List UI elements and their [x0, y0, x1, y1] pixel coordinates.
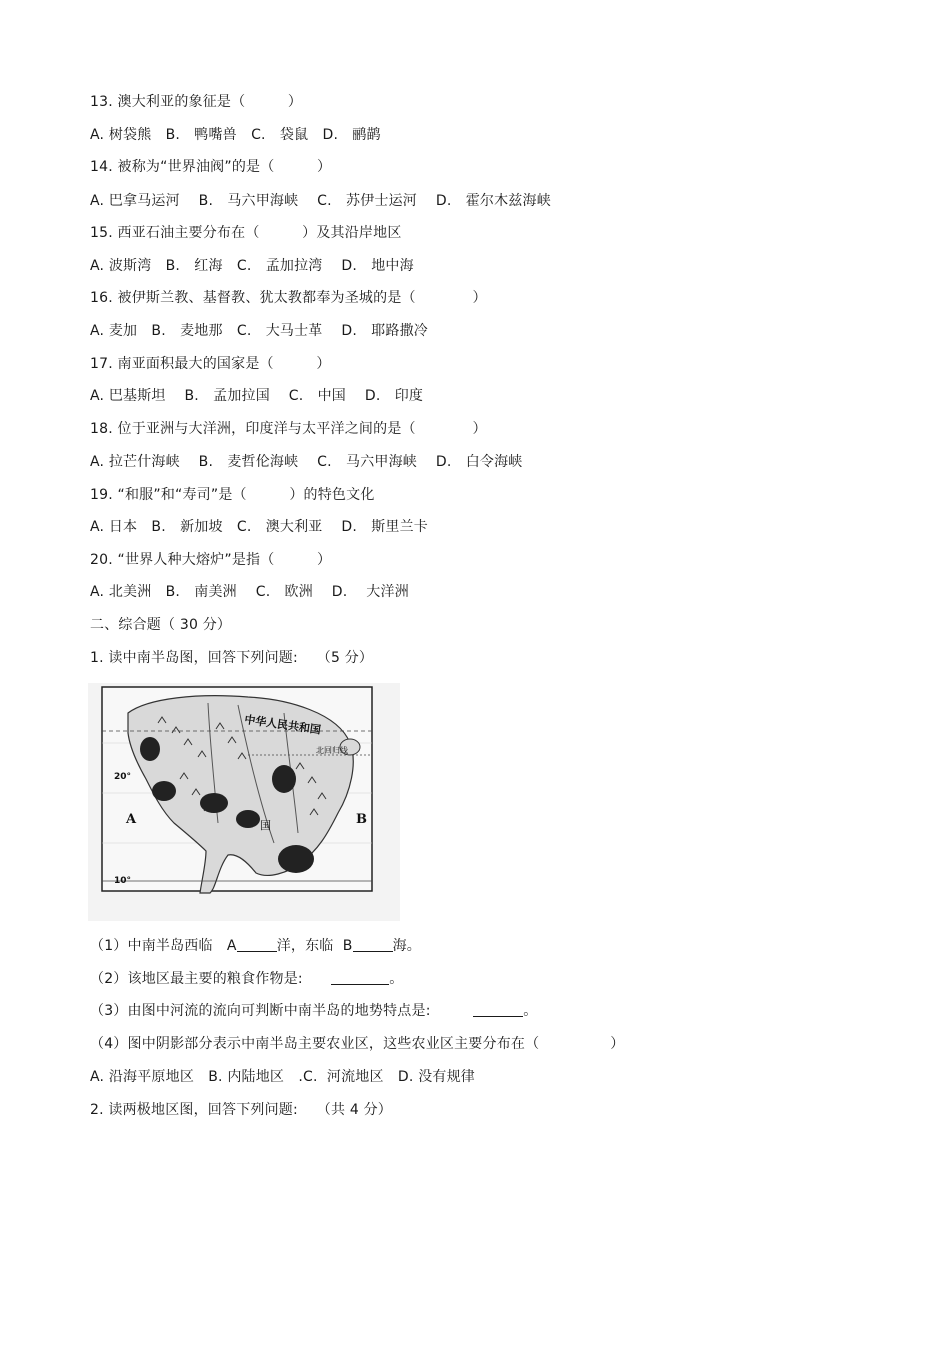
question-16-stem: 16. 被伊斯兰教、基督教、犹太教都奉为圣城的是（ ）	[90, 290, 487, 306]
question-17-stem: 17. 南亚面积最大的国家是（ ）	[90, 356, 331, 372]
map-label-tropic: 北回归线	[316, 746, 348, 755]
question-13-options: A. 树袋熊 B. 鸭嘴兽 C. 袋鼠 D. 鹂鹋	[90, 127, 381, 143]
question-20-options: A. 北美洲 B. 南美洲 C. 欧洲 D. 大洋洲	[90, 584, 409, 600]
comprehensive-q1-stem: 1. 读中南半岛图，回答下列问题: （5 分）	[90, 650, 374, 666]
blank-crop[interactable]	[331, 970, 389, 985]
sub-question-1	[90, 937, 421, 955]
question-13-stem: 13. 澳大利亚的象征是（ ）	[90, 94, 303, 110]
question-18-options: A. 拉芒什海峡 B. 麦哲伦海峡 C. 马六甲海峡 D. 白令海峡	[90, 454, 523, 470]
question-19-options: A. 日本 B. 新加坡 C. 澳大利亚 D. 斯里兰卡	[90, 519, 428, 535]
question-15-stem: 15. 西亚石油主要分布在（ ）及其沿岸地区	[90, 225, 402, 241]
sub3-text-a: （3）由图中河流的流向可判断中南半岛的地势特点是:	[90, 1003, 474, 1019]
indochina-map	[88, 683, 400, 921]
blank-terrain[interactable]	[473, 1002, 523, 1017]
sub-question-4-options: A. 沿海平原地区 B. 内陆地区 .C. 河流地区 D. 没有规律	[90, 1069, 475, 1085]
sub2-text-a: （2）该地区最主要的粮食作物是:	[90, 971, 332, 987]
sub1-text-c: 海。	[392, 938, 421, 954]
question-19-stem: 19. “和服”和“寿司”是（ ）的特色文化	[90, 487, 375, 503]
sub-question-2	[90, 970, 403, 988]
comprehensive-q2-stem: 2. 读两极地区图，回答下列问题: （共 4 分）	[90, 1102, 392, 1118]
map-label-china: 中华人民共和国	[243, 713, 322, 737]
sub-question-3	[90, 1002, 537, 1020]
map-label-a: A	[126, 812, 137, 827]
question-14-options: A. 巴拿马运河 B. 马六甲海峡 C. 苏伊士运河 D. 霍尔木兹海峡	[90, 193, 551, 209]
sub1-text-a: （1）中南半岛西临 A	[90, 938, 237, 954]
question-14-stem: 14. 被称为“世界油阀”的是（ ）	[90, 159, 332, 175]
question-18-stem: 18. 位于亚洲与大洋洲，印度洋与太平洋之间的是（ ）	[90, 421, 487, 437]
sub2-text-b: 。	[389, 971, 404, 987]
question-20-stem: 20. “世界人种大熔炉”是指（ ）	[90, 552, 332, 568]
question-16-options: A. 麦加 B. 麦地那 C. 大马士革 D. 耶路撒冷	[90, 323, 428, 339]
map-label-10deg: 10°	[114, 876, 132, 886]
section-2-title: 二、综合题（ 30 分）	[90, 617, 232, 633]
question-17-options: A. 巴基斯坦 B. 孟加拉国 C. 中国 D. 印度	[90, 388, 424, 404]
map-label-b: B	[356, 812, 367, 827]
sub-question-4: （4）图中阴影部分表示中南半岛主要农业区，这些农业区主要分布在（ ）	[90, 1036, 625, 1052]
sub3-text-b: 。	[523, 1003, 538, 1019]
map-label-guo: 国	[260, 819, 271, 832]
map-label-20deg: 20°	[114, 772, 132, 782]
blank-a[interactable]	[237, 937, 277, 952]
question-15-options: A. 波斯湾 B. 红海 C. 孟加拉湾 D. 地中海	[90, 258, 414, 274]
blank-b[interactable]	[353, 937, 393, 952]
sub1-text-b: 洋，东临 B	[276, 938, 353, 954]
